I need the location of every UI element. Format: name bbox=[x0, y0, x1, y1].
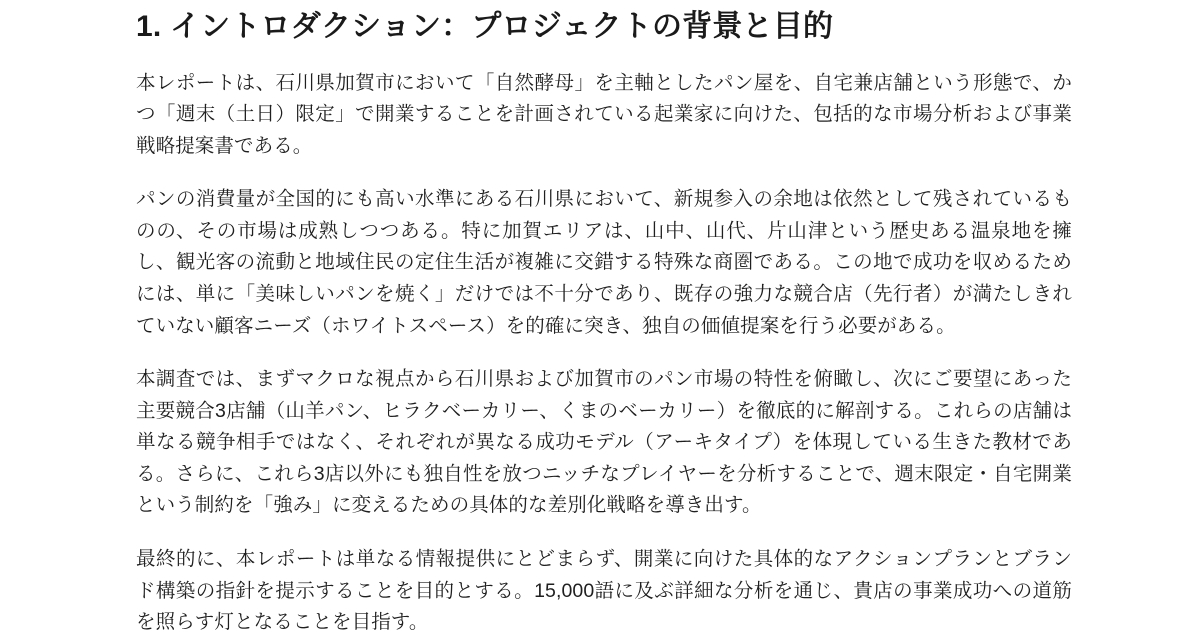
paragraph-3: 本調査では、まずマクロな視点から石川県および加賀市のパン市場の特性を俯瞰し、次にご要望にあった主要競合3店舗（山羊パン、ヒラクベーカリー、くまのベーカリー）を徹底的に解剖する。これらの店舗は単なる競争相手ではなく、それぞれが異なる成功モデル（アーキタイプ）を体現している生きた教材である。さらに、これら3店以外にも独自性を放つニッチなプレイヤーを分析することで、週末限定・自宅開業という制約を「強み」に変えるための具体的な差別化戦略を導き出す。 bbox=[136, 368, 1072, 517]
paragraph-1: 本レポートは、石川県加賀市において「自然酵母」を主軸としたパン屋を、自宅兼店舗という形態で、かつ「週末（土日）限定」で開業することを計画されている起業家に向けた、包括的な市場分析および事業戦略提案書である。 bbox=[136, 71, 1072, 157]
page-title: 1. イントロダクション：プロジェクトの背景と目的 bbox=[136, 10, 834, 43]
paragraph-2: パンの消費量が全国的にも高い水準にある石川県において、新規参入の余地は依然として残されているものの、その市場は成熟しつつある。特に加賀エリアは、山中、山代、片山津という歴史ある温泉地を擁し、観光客の流動と地域住民の定住生活が複雑に交錯する特殊な商圏である。この地で成功を収めるためには、単に「美味しいパンを焼く」だけでは不十分であり、既存の強力な競合店（先行者）が満たしきれていない顧客ニーズ（ホワイトスペース）を的確に突き、独自の価値提案を行う必要がある。 bbox=[136, 188, 1072, 337]
paragraph-4: 最終的に、本レポートは単なる情報提供にとどまらず、開業に向けた具体的なアクションプランとブランド構築の指針を提示することを目的とする。15,000語に及ぶ詳細な分析を通じ、貴店の事業成功への道筋を照らす灯となることを目指す。 bbox=[136, 548, 1072, 634]
